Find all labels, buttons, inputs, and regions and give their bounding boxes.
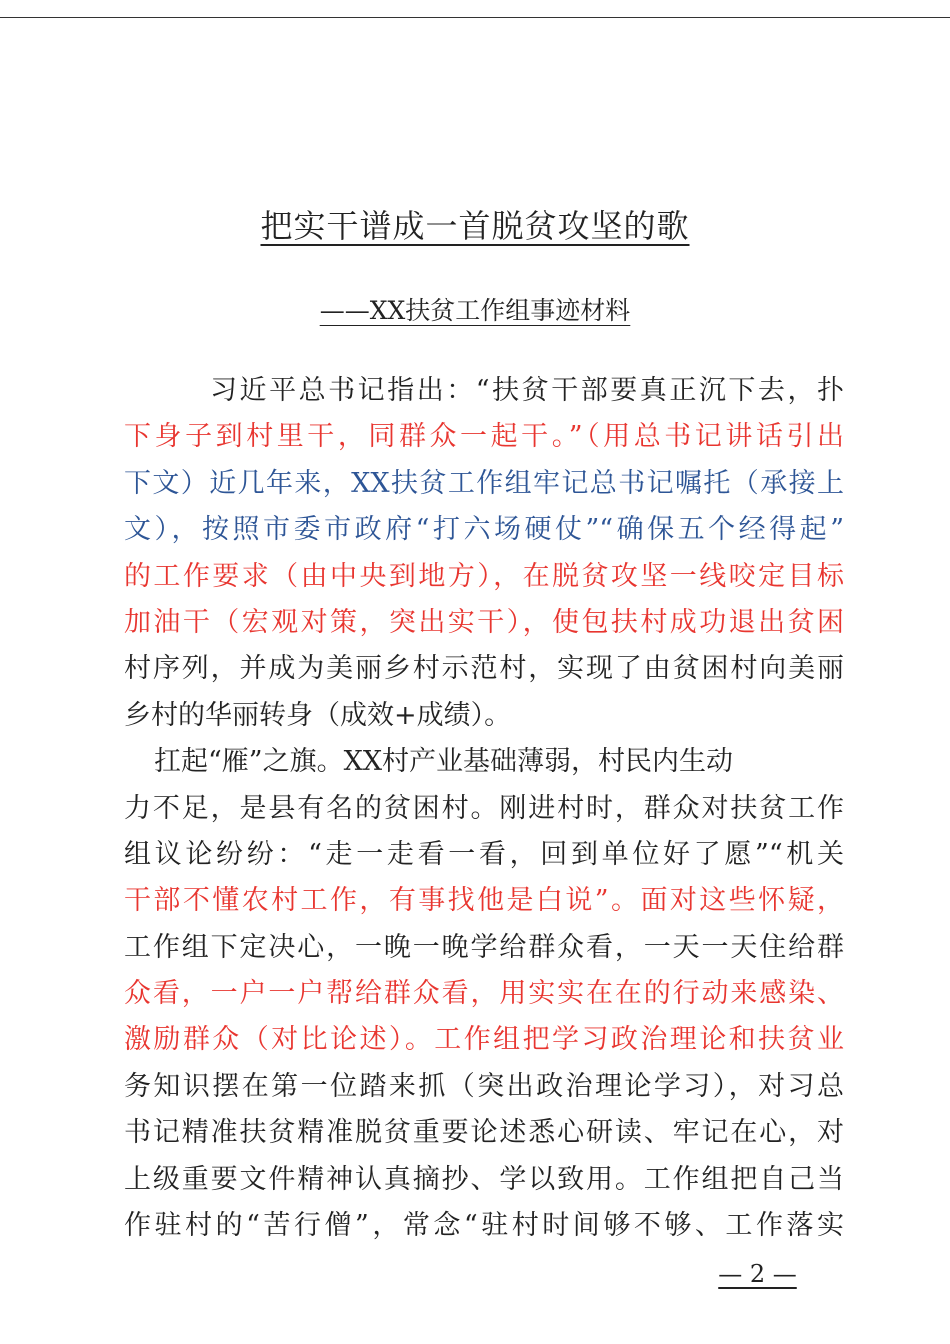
text-line: 扛起“雁”之旗。XX村产业基础薄弱，村民内生动 xyxy=(154,746,734,778)
top-rule xyxy=(0,17,950,18)
document-title: 把实干谱成一首脱贫攻坚的歌 xyxy=(260,207,690,245)
text-line: 作驻村的“苦行僧”，常念“驻村时间够不够、工作落实 xyxy=(124,1210,844,1242)
text-line: 力不足，是县有名的贫困村。刚进村时，群众对扶贫工作 xyxy=(124,792,844,824)
text-line: 的工作要求（由中央到地方），在脱贫攻坚一线咬定目标 xyxy=(124,560,844,592)
text-line: 激励群众（对比论述）。工作组把学习政治理论和扶贫业 xyxy=(124,1024,844,1056)
text-line: 众看，一户一户帮给群众看，用实实在在的行动来感染、 xyxy=(124,978,844,1010)
text-line: 文），按照市委市政府“打六场硬仗”“确保五个经得起” xyxy=(124,514,844,546)
text-line: 乡村的华丽转身（成效+成绩）。 xyxy=(124,699,512,731)
text-line: 村序列，并成为美丽乡村示范村，实现了由贫困村向美丽 xyxy=(124,653,844,685)
text-line: 务知识摆在第一位踏来抓（突出政治理论学习），对习总 xyxy=(124,1070,844,1102)
text-line: 下身子到村里干，同群众一起干。”（用总书记讲话引出 xyxy=(124,421,844,453)
text-line: 习近平总书记指出：“扶贫干部要真正沉下去，扑 xyxy=(210,375,844,406)
text-line: 加油干（宏观对策，突出实干），使包扶村成功退出贫困 xyxy=(124,606,844,638)
text-line: 上级重要文件精神认真摘抄、学以致用。工作组把自己当 xyxy=(124,1163,844,1195)
text-line: 组议论纷纷：“走一走看一看，回到单位好了愿”“机关 xyxy=(124,838,844,870)
document-subtitle: ——XX扶贫工作组事迹材料 xyxy=(319,296,631,325)
text-line: 书记精准扶贫精准脱贫重要论述悉心研读、牢记在心，对 xyxy=(124,1117,844,1149)
body-text xyxy=(124,368,844,1249)
text-line: 下文）近几年来，XX扶贫工作组牢记总书记嘱托（承接上 xyxy=(124,467,844,499)
text-line: 干部不懂农村工作，有事找他是白说”。面对这些怀疑， xyxy=(124,885,844,917)
page-number: — 2 — xyxy=(718,1260,797,1288)
text-line: 工作组下定决心，一晚一晚学给群众看，一天一天住给群 xyxy=(124,931,844,963)
